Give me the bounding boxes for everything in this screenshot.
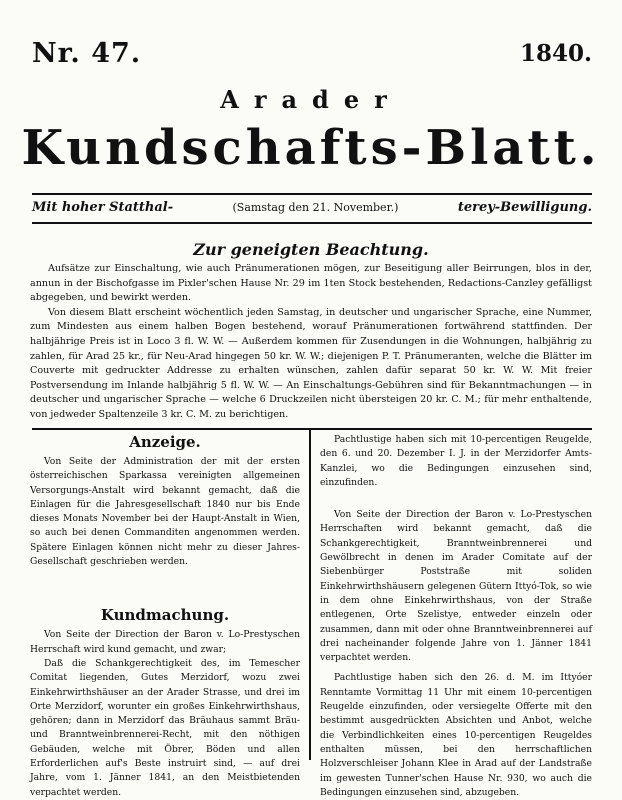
- column-divider: [309, 430, 311, 760]
- proclamation-text: Daß die Schankgerechtigkeit des, im Temescher Comitat liegenden, Gutes Merzidorf, wozu zwei Einkehrwirthshäuser an der Arader Strasse, und drei im Orte Merzidorf, worunter ein großes Einkehrwirthshaus, gehören; dann in Merzidorf das Bräuhaus sammt Bräu- und Branntweinbrennerei-Recht, mit den nöthigen Gebäuden, welche mit Öbrer, Böden und allen Erforderlichen auf's Beste instruirt sind, — auf drei Jahre, vom 1. Jänner 1841, an den Meistbietenden verpachtet werden.: [30, 657, 300, 798]
- notice-heading: Zur geneigten Beachtung.: [193, 240, 429, 259]
- approval-right: terey-Bewilligung.: [457, 200, 592, 215]
- lease-notice-text: Pachtlustige haben sich mit 10-percentigen Reugelde, den 6. und 20. Dezember I. J. in der Merzidorfer Amts-Kanzlei, wo die Bedingungen einzusehen sind, einzufinden.: [320, 434, 592, 488]
- issue-date: (Samstag den 21. November.): [232, 201, 399, 214]
- announcement-text: Von Seite der Administration der mit der ersten österreichischen Sparkassa vereinigten allgemeinen Versorgungs-Anstalt wird bekannt gemacht, daß die Einlagen für die Jahresgesellschaft 1840 nur bis Ende dieses Monats November bei der Haupt-Anstalt in Wien, so auch bei denen Commanditen angenommen werden. Spätere Einlagen können nicht mehr zu dieser Jahres-Gesellschaft geschrieben werden.: [30, 456, 300, 568]
- notice-paragraph: Aufsätze zur Einschaltung, wie auch Pränumerationen mögen, zur Beseitigung aller Beirrungen, blos in der, annun in der Bischofgasse im Pixler'schen Hause Nr. 29 im 1ten Stock bestehenden, Redactions-Canzley gefälligst abgegeben, und bewirkt werden.: [30, 263, 592, 304]
- section-rule: [32, 428, 592, 430]
- issue-year: 1840.: [519, 40, 592, 67]
- proclamation-intro: Von Seite der Direction der Baron v. Lo-Prestyschen Herrschaft wird kund gemacht, und zwar;: [30, 629, 300, 655]
- announcement-heading: Anzeige.: [129, 433, 201, 451]
- masthead-subline: [32, 200, 592, 215]
- masthead-rule-top: [32, 193, 592, 195]
- proclamation-heading: Kundmachung.: [100, 606, 230, 625]
- notice-paragraph: Von diesem Blatt erscheint wöchentlich jeden Samstag, in deutscher und ungarischer Sprache, eine Nummer, zum Mindesten aus einem halben Bogen bestehend, worauf Pränumerationen fortwährend stattfinden. Der halbjährige Preis ist in Loco 3 fl. W. W. — Außerdem kommen für Zusendungen in die Wohnungen, halbjährig zu zahlen, für Arad 25 kr., für Neu-Arad hingegen 50 kr. W. W.; diejenigen P. T. Pränumeranten, welche die Blätter im Couverte mit gedruckter Addresse zu erhalten wünschen, zahlen dafür separat 50 kr. W. W. Mit freier Postversendung im Inlande halbjährig 5 fl. W. W. — An Einschaltungs-Gebühren sind für Bekanntmachungen — in deutscher und ungarischer Sprache — welche 6 Druckzeilen nicht übersteigen 20 kr. C. M.; für mehr enthaltende, von jedweder Spaltenzeile 3 kr. C. M. zu berichtigen.: [30, 306, 592, 420]
- title-line-2: Kundschafts-Blatt.: [21, 120, 601, 176]
- estate-notice-text: Von Seite der Direction der Baron v. Lo-Prestyschen Herrschaften wird bekannt gemacht, daß die Schankgerechtigkeit, Branntweinbrennerei und Gewölbrecht in denen im Arader Comitate auf der Siebenbürger Poststraße mit soliden Einkehrwirthshäusern gelegenen Gütern Ittyó-Tok, so wie in dem ohne Einkehrwirthshaus, von der Straße entlegenen, Orte Szelistye, entweder einzeln oder zusammen, dann mit oder ohne Branntweinbrennerei auf drei nacheinander folgende Jahre von 1. Jänner 1841 verpachtet werden.: [320, 509, 592, 664]
- right-column: [320, 433, 592, 800]
- issue-number: Nr. 47.: [32, 38, 142, 69]
- title-line-1: Arader: [220, 85, 402, 114]
- left-column: [30, 433, 300, 800]
- tender-notice-text: Pachtlustige haben sich den 26. d. M. im Ittyóer Renntamte Vormittag 11 Uhr mit einem 10-percentigen Reugelde einzufinden, oder versiegelte Offerte mit den bestimmt ausgedrückten Absichten und Anbot, welche die Verbindlichkeiten eines 10-percentigen Reugeldes enthalten müssen, bei den herrschaftlichen Holzverschleiser Johann Klee in Arad auf der Landstraße im gewesten Tunner'schen Hause Nr. 930, wo auch die Bedingungen einzusehen sind, abzugeben.: [320, 672, 592, 798]
- approval-left: Mit hoher Statthal-: [32, 200, 174, 215]
- masthead-rule-bottom: [32, 222, 592, 224]
- notice-body: [30, 262, 592, 423]
